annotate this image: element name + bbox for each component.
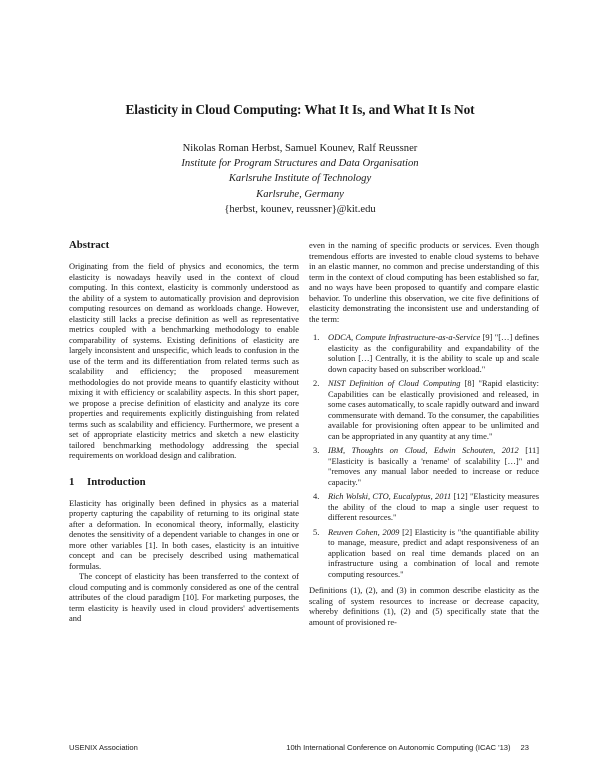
definition-source: IBM, Thoughts on Cloud, Edwin Schouten, 2012 <box>328 445 519 455</box>
right-paragraph-1: even in the naming of specific products or services. Even though tremendous efforts are invested to enable cloud systems to behave in an elastic manner, no common and precise understanding of this term in the context of cloud computing has been established so far, and no ways have been proposed to quantify and compare elastic behavior. To underline this observation, we cite five definitions of elasticity demonstrating the inconsistent use and understanding of the term: <box>309 240 539 324</box>
definition-text: [9] "[…] defines elasticity as the configurability and expandability of the solution […] Centrally, it is the ability to scale up and scale down capacity based on subscriber workload." <box>328 332 539 374</box>
definition-item <box>309 378 539 441</box>
university: Karlsruhe Institute of Technology <box>228 173 372 185</box>
right-paragraph-2: Definitions (1), (2), and (3) in common describe elasticity as the scaling of system resources to increase or decrease capacity, whereby definitions (1), (2) and (5) specifically state that the amount of provisioned re- <box>309 585 539 627</box>
footer-right <box>286 743 529 752</box>
definition-text: [2] Elasticity is "the quantifiable ability to manage, measure, predict and adapt responsiveness of an application based on real time demands placed on an infrastructure using a combination of local and remote computing resources." <box>328 526 539 579</box>
location: Karlsruhe, Germany <box>256 188 344 200</box>
institute: Institute for Program Structures and Data Organisation <box>181 158 419 170</box>
introduction-heading <box>69 475 299 489</box>
definition-number: 5. <box>313 526 320 537</box>
definition-item <box>309 445 539 487</box>
footer-conference: 10th International Conference on Autonomic Computing (ICAC '13) <box>286 743 511 752</box>
page-number: 23 <box>520 743 529 752</box>
paper-title: Elasticity in Cloud Computing: What It Is, and What It Is Not <box>125 102 475 117</box>
author-names: Nikolas Roman Herbst, Samuel Kounev, Ralf Reussner <box>182 143 418 154</box>
author-block <box>0 141 600 217</box>
definition-source: Reuven Cohen, 2009 <box>328 526 400 537</box>
abstract-text: Originating from the field of physics and economics, the term elasticity is nowadays heavily used in the context of cloud computing. In this context, elasticity is commonly understood as the ability of a system to automatically provision and deprovision computing resources on demand as workloads change. However, elasticity still lacks a precise definition as well as representative metrics coupled with a benchmarking methodology to enable comparability of systems. Existing definitions of elasticity are largely inconsistent and unspecific, which leads to confusion in the use of the term and its differentiation from related terms such as scalability and efficiency; the proposed measurement methodologies do not provide means to quantify elasticity without mixing it with efficiency or scalability aspects. In this short paper, we propose a precise definition of elasticity and analyze its core properties and requirements explicitly distinguishing from related terms such as scalability and efficiency. Furthermore, we present a set of appropriate elasticity metrics and sketch a new elasticity tailored benchmarking methodology addressing the special requirements on workload design and calibration. <box>69 261 299 460</box>
definition-number: 3. <box>313 445 320 455</box>
definition-source: Rich Wolski, CTO, Eucalyptus, 2011 <box>328 491 452 501</box>
definition-number: 4. <box>313 491 320 501</box>
email: {herbst, kounev, reussner}@kit.edu <box>224 203 376 215</box>
definition-number: 2. <box>313 378 320 388</box>
abstract-heading: Abstract <box>69 239 110 251</box>
left-column <box>69 238 299 624</box>
intro-paragraph-2: The concept of elasticity has been transferred to the context of cloud computing and is commonly considered as one of the central attributes of the cloud paradigm [10]. For marketing purposes, the term elasticity is heavily used in cloud providers' advertisements and <box>69 571 299 623</box>
definition-item <box>309 527 539 580</box>
definition-source: NIST Definition of Cloud Computing <box>328 378 461 388</box>
definition-number: 1. <box>313 332 320 342</box>
right-column <box>309 240 539 627</box>
definition-item <box>309 332 539 374</box>
definition-source: ODCA, Compute Infrastructure-as-a-Service <box>328 332 481 342</box>
footer-left: USENIX Association <box>69 743 138 752</box>
definition-text: [8] "Rapid elasticity: Capabilities can be elastically provisioned and released, in some cases automatically, to scale rapidly outward and inward commensurate with demand. To the consumer, the capabilities available for provisioning often appear to be unlimited and can be appropriated in any quantity at any time." <box>328 378 539 441</box>
definition-text: [11] "Elasticity is basically a 'rename' of scalability […]" and "removes any manual labor needed to increase or reduce capacity." <box>328 445 539 487</box>
intro-paragraph-1: Elasticity has originally been defined in physics as a material property capturing the capability of returning to its original state after a deformation. In economical theory, informally, elasticity denotes the sensitivity of a dependent variable to changes in one or more other variables [1]. In both cases, elasticity is an intuitive concept and can be precisely described using mathematical formulas. <box>69 497 299 571</box>
definition-text: [12] "Elasticity measures the ability of the cloud to map a single user request to different resources." <box>328 491 539 522</box>
section-number: 1 <box>69 475 75 488</box>
definitions-list <box>309 332 539 579</box>
definition-item <box>309 491 539 523</box>
section-title: Introduction <box>87 475 146 488</box>
